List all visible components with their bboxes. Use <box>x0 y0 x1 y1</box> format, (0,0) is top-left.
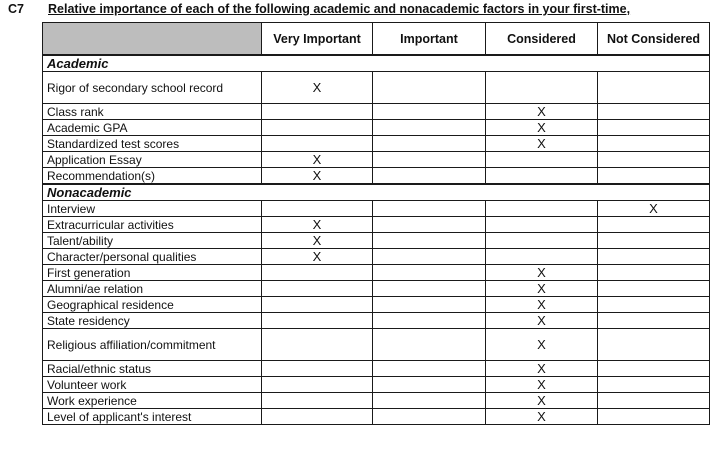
rating-cell-empty <box>262 361 373 377</box>
rating-cell-empty <box>262 281 373 297</box>
rating-mark: X <box>262 249 373 265</box>
factor-label: Racial/ethnic status <box>43 361 262 377</box>
factor-row <box>43 104 710 120</box>
rating-cell-empty <box>262 329 373 361</box>
factor-row <box>43 72 710 104</box>
rating-cell-empty <box>373 329 486 361</box>
rating-mark: X <box>262 168 373 185</box>
question-title: Relative importance of each of the following academic and nonacademic factors in your first-time, <box>48 2 631 16</box>
rating-cell-empty <box>598 313 710 329</box>
rating-cell-empty <box>598 377 710 393</box>
rating-cell-empty <box>486 217 598 233</box>
rating-cell-empty <box>598 136 710 152</box>
rating-cell-empty <box>598 297 710 313</box>
factor-row <box>43 377 710 393</box>
factor-label: Academic GPA <box>43 120 262 136</box>
header-row <box>43 23 710 56</box>
rating-cell-empty <box>262 313 373 329</box>
rating-cell-empty <box>262 265 373 281</box>
column-header: Important <box>373 23 486 56</box>
rating-mark: X <box>486 281 598 297</box>
rating-cell-empty <box>598 281 710 297</box>
rating-mark: X <box>486 297 598 313</box>
factor-row <box>43 281 710 297</box>
rating-cell-empty <box>262 136 373 152</box>
factor-row <box>43 152 710 168</box>
rating-cell-empty <box>598 217 710 233</box>
rating-cell-empty <box>373 297 486 313</box>
rating-cell-empty <box>486 168 598 185</box>
rating-cell-empty <box>262 104 373 120</box>
admission-factors-table <box>42 22 710 425</box>
factor-row <box>43 393 710 409</box>
rating-cell-empty <box>373 393 486 409</box>
rating-cell-empty <box>262 393 373 409</box>
rating-cell-empty <box>373 72 486 104</box>
rating-mark: X <box>486 377 598 393</box>
factor-label: Standardized test scores <box>43 136 262 152</box>
factor-label: State residency <box>43 313 262 329</box>
factor-label: Talent/ability <box>43 233 262 249</box>
factor-row <box>43 120 710 136</box>
section-row <box>43 55 710 72</box>
rating-cell-empty <box>598 249 710 265</box>
rating-cell-empty <box>373 265 486 281</box>
factor-row <box>43 313 710 329</box>
column-header: Not Considered <box>598 23 710 56</box>
rating-cell-empty <box>598 152 710 168</box>
rating-mark: X <box>262 217 373 233</box>
factor-label: Level of applicant's interest <box>43 409 262 425</box>
column-header: Very Important <box>262 23 373 56</box>
rating-mark: X <box>486 393 598 409</box>
rating-cell-empty <box>373 313 486 329</box>
rating-cell-empty <box>598 409 710 425</box>
rating-cell-empty <box>262 201 373 217</box>
factor-row <box>43 168 710 185</box>
factor-row <box>43 265 710 281</box>
factor-label: First generation <box>43 265 262 281</box>
factor-label: Class rank <box>43 104 262 120</box>
rating-cell-empty <box>373 217 486 233</box>
table-body <box>43 55 710 425</box>
rating-cell-empty <box>598 120 710 136</box>
rating-cell-empty <box>373 120 486 136</box>
factor-label: Volunteer work <box>43 377 262 393</box>
factor-row <box>43 201 710 217</box>
rating-cell-empty <box>373 136 486 152</box>
rating-cell-empty <box>373 168 486 185</box>
section-title: Nonacademic <box>43 184 710 201</box>
factor-row <box>43 136 710 152</box>
rating-cell-empty <box>486 72 598 104</box>
rating-cell-empty <box>373 249 486 265</box>
factor-row <box>43 249 710 265</box>
section-row <box>43 184 710 201</box>
factor-label: Recommendation(s) <box>43 168 262 185</box>
rating-cell-empty <box>373 281 486 297</box>
factor-label: Extracurricular activities <box>43 217 262 233</box>
factor-label: Work experience <box>43 393 262 409</box>
rating-mark: X <box>262 152 373 168</box>
rating-cell-empty <box>486 233 598 249</box>
factor-label: Rigor of secondary school record <box>43 72 262 104</box>
rating-cell-empty <box>262 409 373 425</box>
factor-row <box>43 329 710 361</box>
factor-row <box>43 361 710 377</box>
rating-cell-empty <box>262 120 373 136</box>
factor-label: Application Essay <box>43 152 262 168</box>
rating-cell-empty <box>373 361 486 377</box>
rating-mark: X <box>486 104 598 120</box>
rating-cell-empty <box>373 377 486 393</box>
rating-cell-empty <box>373 409 486 425</box>
question-code: C7 <box>8 2 24 16</box>
section-title: Academic <box>43 55 710 72</box>
rating-cell-empty <box>598 265 710 281</box>
rating-cell-empty <box>373 152 486 168</box>
rating-mark: X <box>486 265 598 281</box>
rating-mark: X <box>262 72 373 104</box>
column-header: Considered <box>486 23 598 56</box>
rating-mark: X <box>486 313 598 329</box>
rating-mark: X <box>486 136 598 152</box>
factor-row <box>43 409 710 425</box>
question-heading <box>8 2 716 22</box>
rating-cell-empty <box>486 152 598 168</box>
rating-cell-empty <box>598 168 710 185</box>
rating-mark: X <box>486 361 598 377</box>
factor-row <box>43 217 710 233</box>
rating-cell-empty <box>373 104 486 120</box>
rating-cell-empty <box>262 377 373 393</box>
factor-label: Religious affiliation/commitment <box>43 329 262 361</box>
rating-cell-empty <box>598 72 710 104</box>
rating-cell-empty <box>373 233 486 249</box>
rating-cell-empty <box>598 233 710 249</box>
rating-mark: X <box>262 233 373 249</box>
factor-row <box>43 297 710 313</box>
rating-mark: X <box>486 409 598 425</box>
rating-cell-empty <box>486 249 598 265</box>
rating-cell-empty <box>598 104 710 120</box>
factor-label: Interview <box>43 201 262 217</box>
factor-label: Geographical residence <box>43 297 262 313</box>
rating-mark: X <box>486 120 598 136</box>
header-blank-cell <box>43 23 262 56</box>
rating-mark: X <box>486 329 598 361</box>
rating-cell-empty <box>598 393 710 409</box>
rating-cell-empty <box>373 201 486 217</box>
factor-row <box>43 233 710 249</box>
rating-cell-empty <box>598 361 710 377</box>
rating-mark: X <box>598 201 710 217</box>
rating-cell-empty <box>262 297 373 313</box>
factor-label: Alumni/ae relation <box>43 281 262 297</box>
factor-label: Character/personal qualities <box>43 249 262 265</box>
rating-cell-empty <box>486 201 598 217</box>
rating-cell-empty <box>598 329 710 361</box>
